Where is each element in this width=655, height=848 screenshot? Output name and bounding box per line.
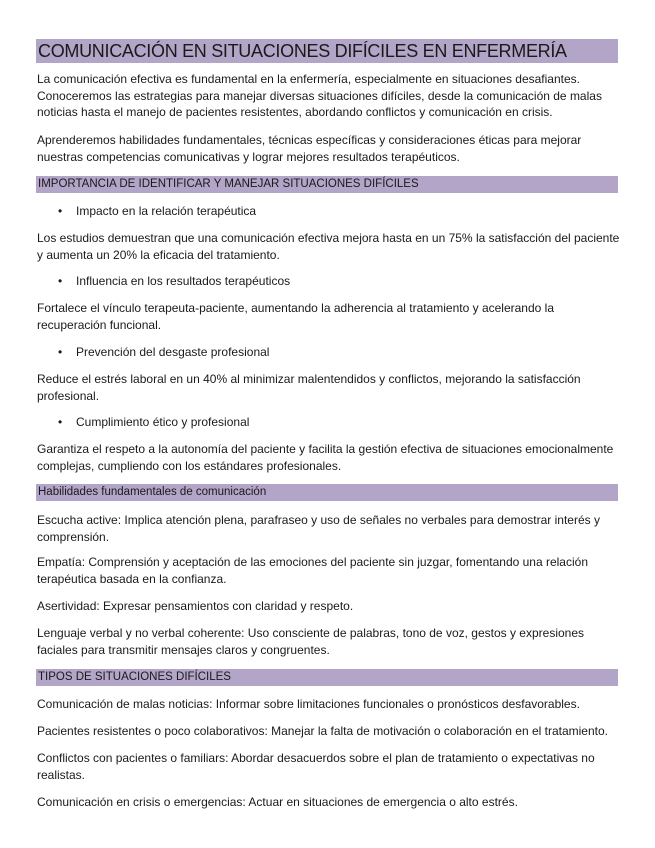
intro-paragraph: Aprenderemos habilidades fundamentales, técnicas específicas y consideraciones éticas para mejorar nuestras competencias comunicativas y lograr mejores resultados terapéuticos. — [37, 133, 582, 164]
bullet-label: Influencia en los resultados terapéuticos — [76, 274, 291, 288]
bullet-icon: • — [58, 204, 63, 218]
section-heading: Habilidades fundamentales de comunicación — [36, 484, 618, 501]
paragraph: Escucha active: Implica atención plena, parafraseo y uso de señales no verbales para demostrar interés y comprensión. — [37, 513, 600, 544]
paragraph: Empatía: Comprensión y aceptación de las emociones del paciente sin juzgar, fomentando una relación terapéutica basada en la confianza. — [37, 555, 588, 586]
paragraph: Comunicación en crisis o emergencias: Actuar en situaciones de emergencia o alto estrés. — [37, 795, 518, 809]
bullet-label: Prevención del desgaste profesional — [76, 345, 270, 359]
bullet-item — [58, 273, 290, 289]
bullet-icon: • — [58, 345, 63, 359]
paragraph: Los estudios demuestran que una comunicación efectiva mejora hasta en un 75% la satisfacción del paciente y aumenta un 20% la eficacia del tratamiento. — [37, 231, 620, 262]
paragraph: Reduce el estrés laboral en un 40% al minimizar malentendidos y conflictos, mejorando la satisfacción profesional. — [37, 372, 581, 403]
section-heading: TIPOS DE SITUACIONES DIFÍCILES — [36, 669, 618, 686]
bullet-item — [58, 344, 269, 360]
bullet-label: Impacto en la relación terapéutica — [76, 204, 257, 218]
paragraph: Garantiza el respeto a la autonomía del paciente y facilita la gestión efectiva de situaciones emocionalmente complejas, cumpliendo con los estándares profesionales. — [37, 442, 614, 473]
paragraph: Pacientes resistentes o poco colaborativos: Manejar la falta de motivación o colaboración en el tratamiento. — [37, 724, 608, 738]
paragraph: Fortalece el vínculo terapeuta-paciente, aumentando la adherencia al tratamiento y acelerando la recuperación funcional. — [37, 301, 554, 332]
bullet-item — [58, 203, 256, 219]
document-title: COMUNICACIÓN EN SITUACIONES DIFÍCILES EN ENFERMERÍA — [36, 39, 618, 63]
bullet-item — [58, 414, 249, 430]
bullet-icon: • — [58, 274, 63, 288]
bullet-icon: • — [58, 415, 63, 429]
paragraph: Comunicación de malas noticias: Informar sobre limitaciones funcionales o pronósticos desfavorables. — [37, 697, 580, 711]
paragraph: Lenguaje verbal y no verbal coherente: Uso consciente de palabras, tono de voz, gestos y expresiones faciales para transmitir mensajes claros y congruentes. — [37, 626, 585, 657]
intro-paragraph: La comunicación efectiva es fundamental en la enfermería, especialmente en situaciones desafiantes. Conoceremos las estrategias para manejar diversas situaciones difíciles, desde la comunicación de malas noticias hasta el manejo de pacientes resistentes, abordando conflictos y comunicación en crisis. — [37, 72, 602, 119]
paragraph: Conflictos con pacientes o familiars: Abordar desacuerdos sobre el plan de tratamiento o expectativas no realistas. — [37, 751, 595, 782]
bullet-label: Cumplimiento ético y profesional — [76, 415, 250, 429]
section-heading: IMPORTANCIA DE IDENTIFICAR Y MANEJAR SITUACIONES DIFÍCILES — [36, 176, 618, 193]
paragraph: Asertividad: Expresar pensamientos con claridad y respeto. — [37, 599, 354, 613]
